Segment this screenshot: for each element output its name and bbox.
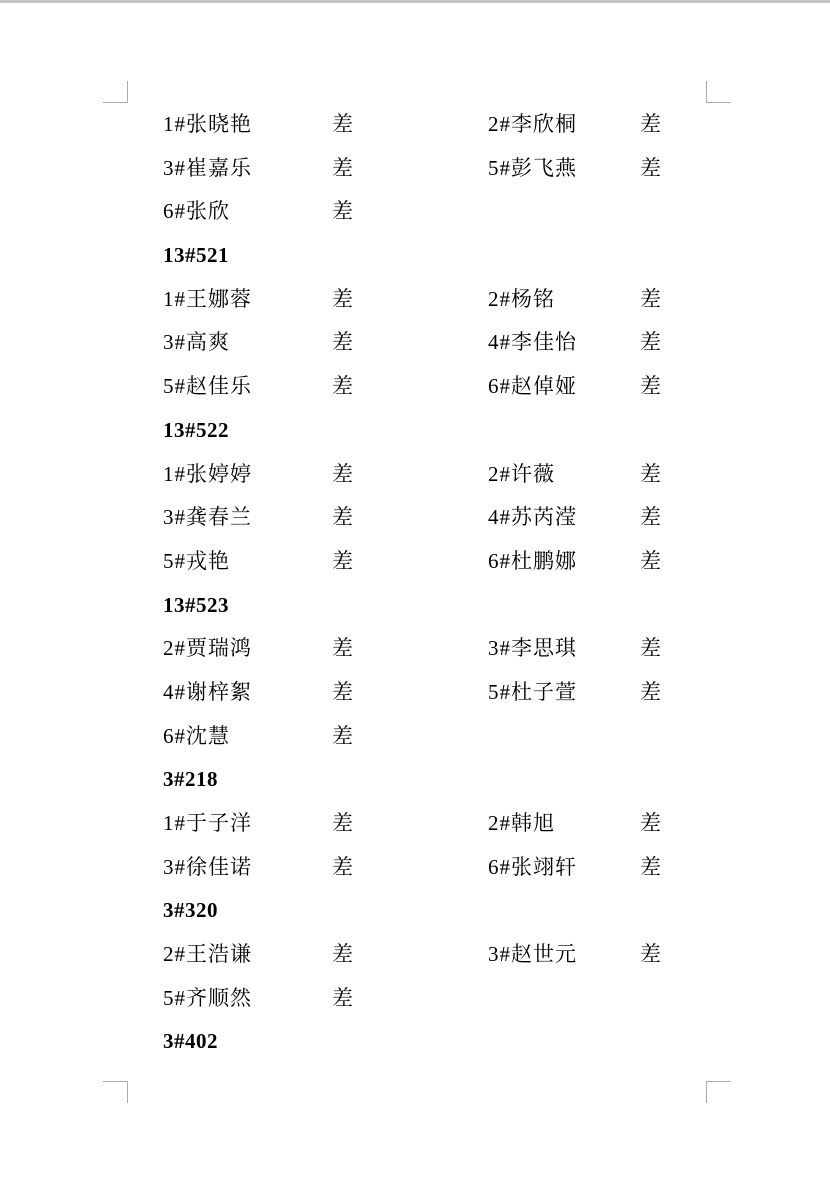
grade-label[interactable]: 差 xyxy=(640,112,662,136)
grade-label[interactable]: 差 xyxy=(332,112,354,136)
resident-name-label[interactable]: 2#韩旭 xyxy=(488,811,555,835)
grade-label[interactable]: 差 xyxy=(640,679,662,704)
resident-name-label[interactable]: 1#于子洋 xyxy=(163,811,252,835)
grade-label[interactable]: 差 xyxy=(640,155,662,180)
resident-name-label[interactable]: 2#杨铭 xyxy=(488,286,555,311)
resident-name-label[interactable]: 6#沈慧 xyxy=(163,723,230,748)
grade-label[interactable]: 差 xyxy=(332,374,354,399)
document-lines xyxy=(0,103,830,1064)
resident-name-label[interactable]: 5#彭飞燕 xyxy=(488,155,577,180)
roster-row-line[interactable] xyxy=(0,846,830,890)
text-boundary-mark-bottom-right xyxy=(706,1081,731,1103)
grade-label[interactable]: 差 xyxy=(332,505,354,530)
resident-name-label[interactable]: 6#赵倬娅 xyxy=(488,374,577,399)
resident-name-label[interactable]: 3#崔嘉乐 xyxy=(163,155,252,180)
grade-label[interactable]: 差 xyxy=(332,985,354,1010)
grade-label[interactable]: 差 xyxy=(332,723,354,748)
grade-label[interactable]: 差 xyxy=(332,811,354,835)
room-number-label[interactable]: 13#523 xyxy=(163,592,229,617)
grade-label[interactable]: 差 xyxy=(640,548,662,573)
grade-label[interactable]: 差 xyxy=(332,942,354,967)
resident-name-label[interactable]: 5#赵佳乐 xyxy=(163,374,252,399)
resident-name-label[interactable]: 5#杜子萱 xyxy=(488,679,577,704)
resident-name-label[interactable]: 4#苏芮滢 xyxy=(488,505,577,530)
grade-label[interactable]: 差 xyxy=(640,505,662,530)
resident-name-label[interactable]: 3#龚春兰 xyxy=(163,505,252,530)
room-number-label[interactable]: 3#320 xyxy=(163,898,218,923)
room-number-label[interactable]: 3#218 xyxy=(163,767,218,792)
resident-name-label[interactable]: 3#徐佳诺 xyxy=(163,854,252,879)
room-number-label[interactable]: 13#521 xyxy=(163,243,229,268)
grade-label[interactable]: 差 xyxy=(640,374,662,399)
grade-label[interactable]: 差 xyxy=(332,679,354,704)
grade-label[interactable]: 差 xyxy=(640,461,662,486)
resident-name-label[interactable]: 6#张翊轩 xyxy=(488,854,577,879)
resident-name-label[interactable]: 6#张欣 xyxy=(163,199,230,224)
resident-name-label[interactable]: 2#李欣桐 xyxy=(488,112,577,136)
roster-row-line[interactable] xyxy=(0,715,830,759)
roster-row-line[interactable] xyxy=(0,802,830,846)
roster-row-line[interactable] xyxy=(0,103,830,147)
grade-label[interactable]: 差 xyxy=(332,286,354,311)
roster-row-line[interactable] xyxy=(0,147,830,191)
resident-name-label[interactable]: 3#高爽 xyxy=(163,330,230,355)
resident-name-label[interactable]: 6#杜鹏娜 xyxy=(488,548,577,573)
room-header-line[interactable] xyxy=(0,758,830,802)
roster-row-line[interactable] xyxy=(0,977,830,1021)
resident-name-label[interactable]: 2#王浩谦 xyxy=(163,942,252,967)
resident-name-label[interactable]: 4#李佳怡 xyxy=(488,330,577,355)
room-header-line[interactable] xyxy=(0,1020,830,1064)
text-boundary-mark-top-left xyxy=(103,81,128,103)
roster-row-line[interactable] xyxy=(0,540,830,584)
grade-label[interactable]: 差 xyxy=(640,330,662,355)
room-header-line[interactable] xyxy=(0,584,830,628)
resident-name-label[interactable]: 5#戎艳 xyxy=(163,548,230,573)
grade-label[interactable]: 差 xyxy=(332,548,354,573)
room-number-label[interactable]: 13#522 xyxy=(163,417,229,442)
roster-row-line[interactable] xyxy=(0,190,830,234)
resident-name-label[interactable]: 4#谢梓絮 xyxy=(163,679,252,704)
room-header-line[interactable] xyxy=(0,234,830,278)
roster-row-line[interactable] xyxy=(0,933,830,977)
resident-name-label[interactable]: 5#齐顺然 xyxy=(163,985,252,1010)
grade-label[interactable]: 差 xyxy=(640,942,662,967)
resident-name-label[interactable]: 1#张晓艳 xyxy=(163,112,252,136)
roster-row-line[interactable] xyxy=(0,278,830,322)
grade-label[interactable]: 差 xyxy=(332,854,354,879)
resident-name-label[interactable]: 2#贾瑞鸿 xyxy=(163,636,252,661)
room-header-line[interactable] xyxy=(0,409,830,453)
text-boundary-mark-bottom-left xyxy=(103,1081,128,1103)
roster-row-line[interactable] xyxy=(0,365,830,409)
resident-name-label[interactable]: 1#王娜蓉 xyxy=(163,286,252,311)
grade-label[interactable]: 差 xyxy=(332,199,354,224)
room-number-label[interactable]: 3#402 xyxy=(163,1029,218,1054)
resident-name-label[interactable]: 2#许薇 xyxy=(488,461,555,486)
roster-row-line[interactable] xyxy=(0,321,830,365)
resident-name-label[interactable]: 1#张婷婷 xyxy=(163,461,252,486)
grade-label[interactable]: 差 xyxy=(332,155,354,180)
resident-name-label[interactable]: 3#赵世元 xyxy=(488,942,577,967)
grade-label[interactable]: 差 xyxy=(332,461,354,486)
roster-row-line[interactable] xyxy=(0,627,830,671)
roster-row-line[interactable] xyxy=(0,671,830,715)
text-boundary-mark-top-right xyxy=(706,81,731,103)
grade-label[interactable]: 差 xyxy=(640,811,662,835)
grade-label[interactable]: 差 xyxy=(640,286,662,311)
grade-label[interactable]: 差 xyxy=(640,854,662,879)
grade-label[interactable]: 差 xyxy=(332,636,354,661)
grade-label[interactable]: 差 xyxy=(332,330,354,355)
roster-row-line[interactable] xyxy=(0,496,830,540)
page-top-edge xyxy=(0,0,830,3)
grade-label[interactable]: 差 xyxy=(640,636,662,661)
room-header-line[interactable] xyxy=(0,889,830,933)
resident-name-label[interactable]: 3#李思琪 xyxy=(488,636,577,661)
roster-row-line[interactable] xyxy=(0,453,830,497)
